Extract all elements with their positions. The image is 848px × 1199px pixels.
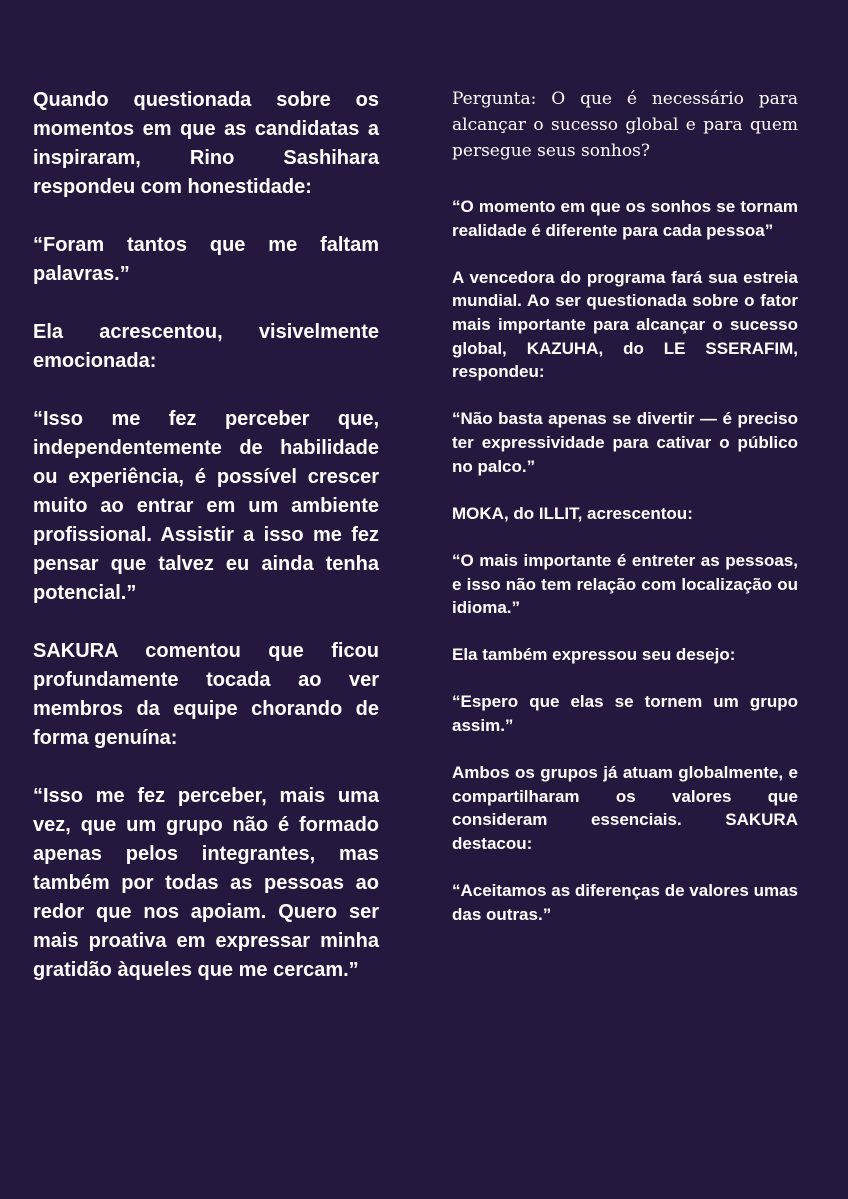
paragraph: A vencedora do programa fará sua estreia mundial. Ao ser questionada sobre o fator mais importante para alcançar o sucesso global, KAZUHA, do LE SSERAFIM, respondeu:: [452, 267, 798, 382]
quote-paragraph: “Isso me fez perceber, mais uma vez, que um grupo não é formado apenas pelos integrantes, mas também por todas as pessoas ao redor que nos apoiam. Quero ser mais proativa em expressar minha gratidão àqueles que me cercam.”: [33, 785, 379, 981]
quote-paragraph: “Aceitamos as diferenças de valores umas das outras.”: [452, 881, 798, 924]
quote-paragraph: “O mais importante é entreter as pessoas, e isso não tem relação com localização ou idioma.”: [452, 550, 798, 618]
paragraph: Ela acrescentou, visivelmente emocionada:: [33, 321, 379, 372]
paragraph: SAKURA comentou que ficou profundamente tocada ao ver membros da equipe chorando de forma genuína:: [33, 640, 379, 749]
quote-paragraph: “Espero que elas se tornem um grupo assim.”: [452, 692, 798, 736]
quote-paragraph: “Isso me fez perceber que, independentemente de habilidade ou experiência, é possível crescer muito ao entrar em um ambiente profissional. Assistir a isso me fez pensar que talvez eu ainda tenha potencial.”: [33, 408, 379, 604]
paragraph: Ambos os grupos já atuam globalmente, e compartilharam os valores que consideram essenciais. SAKURA destacou:: [452, 763, 798, 854]
paragraph: MOKA, do ILLIT, acrescentou:: [452, 503, 693, 523]
paragraph: Ela também expressou seu desejo:: [452, 645, 736, 665]
quote-paragraph: “Foram tantos que me faltam palavras.”: [33, 234, 379, 285]
quote-paragraph: “O momento em que os sonhos se tornam realidade é diferente para cada pessoa”: [452, 197, 798, 240]
right-column: [452, 86, 798, 950]
left-column: [33, 86, 379, 1014]
paragraph: Quando questionada sobre os momentos em que as candidatas a inspiraram, Rino Sashihara respondeu com honestidade:: [33, 89, 379, 198]
quote-paragraph: “Não basta apenas se divertir — é preciso ter expressividade para cativar o público no palco.”: [452, 409, 798, 476]
interview-question: Pergunta: O que é necessário para alcançar o sucesso global e para quem persegue seus sonhos?: [452, 89, 798, 161]
